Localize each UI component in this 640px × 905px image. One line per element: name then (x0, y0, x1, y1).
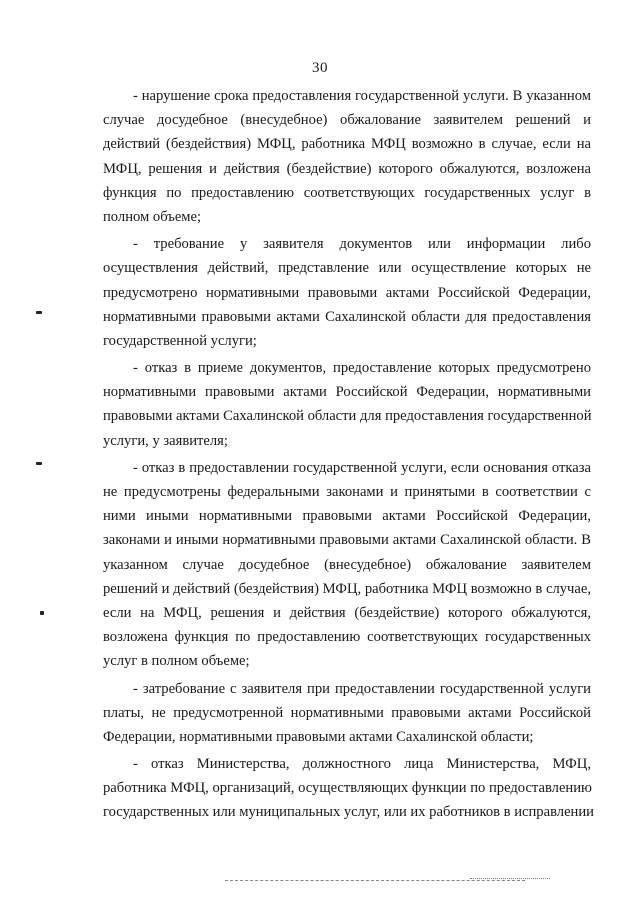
text-line: услуги, у заявителя; (103, 432, 228, 449)
text-line: - затребование с заявителя при предоставлении государственной услуги (133, 680, 591, 697)
text-line: работника МФЦ, организаций, осуществляющих функции по предоставлению (103, 780, 592, 797)
text-line: - отказ Министерства, должностного лица Министерства, МФЦ, (133, 756, 591, 773)
text-line: - нарушение срока предоставления государственной услуги. В указанном (133, 88, 591, 104)
paragraph-3 (103, 356, 591, 453)
scan-edge-line (470, 878, 550, 879)
text-line: правовыми актами Сахалинской области для предоставления государственной (103, 408, 592, 425)
paragraph-6 (103, 752, 594, 825)
text-line: нормативными правовыми актами Российской Федерации, нормативными (103, 384, 591, 401)
text-line: государственных или муниципальных услуг, или их работников в исправлении (103, 804, 594, 821)
text-line: услуг в полном объеме; (103, 653, 250, 670)
text-line: действий (бездействия) МФЦ, работника МФЦ возможно в случае, если на (103, 136, 591, 153)
text-line: возложена функция по предоставлению соответствующих государственных (103, 629, 591, 646)
text-line: государственной услуги; (103, 332, 257, 349)
text-line: нормативными правовыми актами Сахалинской области для предоставления (103, 308, 591, 325)
text-line: функция по предоставлению соответствующих государственных услуг в (103, 184, 591, 201)
paragraph-4 (103, 456, 591, 674)
text-line: не предусмотрены федеральными законами и принятыми в соответствии с (103, 484, 591, 500)
text-line: Федерации, нормативными правовыми актами Сахалинской области; (103, 728, 534, 745)
document-body (103, 84, 594, 825)
text-line: платы, не предусмотренной нормативными правовыми актами Российской (103, 704, 591, 721)
text-line: случае досудебное (внесудебное) обжалование заявителем решений и (103, 112, 591, 129)
text-line: полном объеме; (103, 208, 202, 225)
text-line: МФЦ, решения и действия (бездействие) которого обжалуются, возложена (103, 160, 591, 177)
text-line: - требование у заявителя документов или информации либо (133, 236, 591, 253)
text-line: - отказ в предоставлении государственной услуги, если основания отказа (133, 459, 591, 476)
text-line: решений и действий (бездействия) МФЦ, работника МФЦ возможно в случае, (103, 580, 591, 597)
paragraph-2 (103, 232, 591, 353)
page-number: 30 (312, 60, 328, 76)
text-line: осуществления действий, представление или осуществление которых не (103, 260, 591, 277)
text-line: законами и иными нормативными правовыми актами Сахалинской области. В (103, 532, 591, 549)
paragraph-1 (103, 84, 591, 229)
scan-mark (36, 311, 42, 314)
text-line: указанном случае досудебное (внесудебное) обжалование заявителем (103, 556, 591, 573)
text-line: ними иными нормативными правовыми актами Российской Федерации, (103, 508, 591, 525)
paragraph-5 (103, 677, 591, 750)
text-line: - отказ в приеме документов, предоставление которых предусмотрено (133, 360, 591, 377)
scan-edge-line (225, 880, 525, 881)
text-line: если на МФЦ, решения и действия (бездействие) которого обжалуются, (103, 604, 591, 621)
scan-mark (40, 611, 44, 615)
text-line: предусмотрено нормативными правовыми актами Российской Федерации, (103, 284, 591, 301)
scan-mark (36, 462, 42, 465)
